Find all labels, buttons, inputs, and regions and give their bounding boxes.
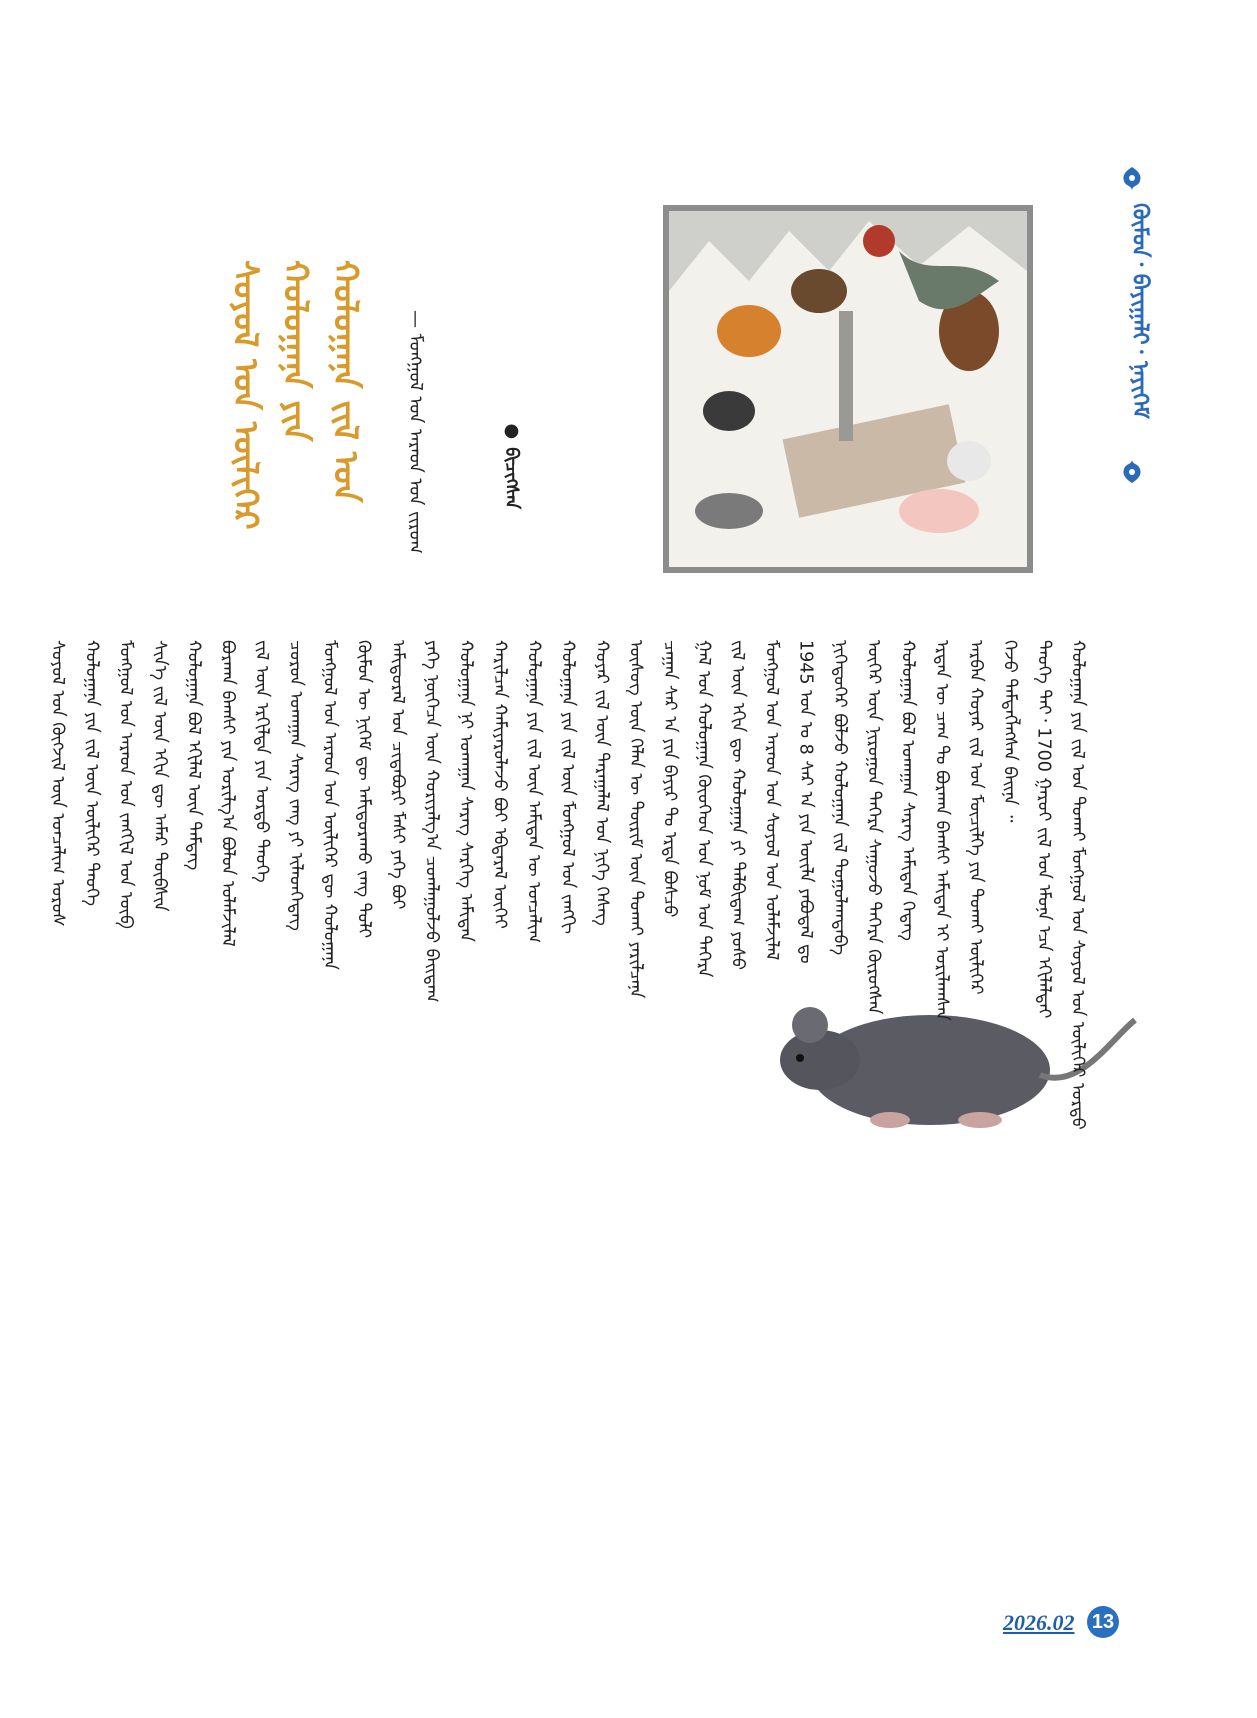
- article-title-line-3: ᠰᠣᠶᠤᠯ ᠤᠨ ᠦᠯᠢᠭᠡᠷ: [225, 260, 265, 530]
- text-column: ᠠᠮᠢᠳᠤᠷᠠᠯ ᠤᠨ ᠴᠢᠳᠠᠪᠤᠷᠢ ᠮᠠᠰᠢ ᠶᠡᠬᠡ ᠪᠤᠢ: [387, 640, 408, 910]
- issue-date: 2026.02: [1003, 1610, 1075, 1635]
- text-column: ᠲᠡᠦᠬᠡ ᠲᠠᠢ᠂ 1700 ᠭᠠᠷᠤᠢ ᠵᠢᠯ ᠤᠨ ᠡᠮᠦᠨᠡ ᠡᠴᠡ ᠡᠬᠢᠯᠡᠯᠲᠡᠢ: [1033, 640, 1054, 1019]
- text-column: ᠡᠷᠲᠡᠨ ᠦ ᠴᠠᠭ ᠲᠤ ᠪᠤᠷᠬᠠᠨ ᠪᠠᠭᠰᠢ ᠠᠮᠢᠲᠠᠨ ᠢ ᠤᠷᠢᠯᠠᠭᠰᠠᠨ: [931, 640, 952, 1021]
- text-column: ᠬᠤᠯᠤᠭᠠᠨᠠ ᠪᠣᠯ ᠤᠬᠠᠭᠠᠨ ᠰᠡᠷᠡᠭ ᠠᠮᠢᠲᠠᠨ ᠭᠡᠳᠡᠭ: [897, 640, 918, 941]
- text-column: ᠬᠦᠮᠦᠨ ᠦ ᠨᠢᠭᠡᠮ ᠳᠦ ᠠᠮᠢᠳᠤᠷᠠᠬᠤ ᠵᠠᠩ ᠲᠣᠯᠢ: [353, 640, 374, 939]
- text-column: ᠴᠠᠭᠠᠨ ᠰᠠᠷ ᠠ ᠶᠢᠨ ᠪᠠᠶᠢᠷ ᠲᠤ ᠡᠷᠲᠡ ᠪᠣᠰᠴᠤ: [659, 640, 680, 918]
- text-column: ᠬᠣᠶᠠᠷ ᠵᠢᠯ ᠦᠨ ᠳᠠᠷᠠᠭᠠᠯᠠᠯ ᠤᠨ ᠨᠢᠭᠡ ᠬᠡᠰᠡᠭ: [591, 640, 612, 926]
- text-column: ᠠᠷᠪᠠᠨ ᠬᠣᠶᠠᠷ ᠵᠢᠯ ᠤᠨ ᠮᠥᠴᠢᠯᠭᠡ ᠶᠢᠨ ᠲᠤᠬᠠᠢ ᠦᠯᠢᠭᠡᠷ: [965, 640, 986, 995]
- text-column: ᠬᠤᠯᠤᠭᠠᠨᠠ ᠶᠢᠨ ᠵᠢᠯ ᠦᠨ ᠠᠮᠢᠲᠠᠨ ᠦ ᠣᠨᠴᠠᠯᠢᠭ: [523, 640, 544, 943]
- text-column: ᠬᠤᠯᠤᠭᠠᠨᠠ ᠪᠣᠯ ᠡᠬᠢᠯᠡᠯ ᠦᠨ ᠲᠡᠮᠳᠡᠭ: [183, 640, 204, 871]
- text-column: ᠬᠠᠷᠢᠯᠴᠠᠨ ᠬᠠᠮᠢᠶᠠᠷᠤᠯᠠᠵᠤ ᠪᠤᠢ ᠡᠪᠳᠡᠷᠡᠯ ᠦᠭᠡᠢ: [489, 640, 510, 929]
- page-number: 13: [1087, 1606, 1119, 1638]
- ornament-top-icon: [1118, 165, 1146, 193]
- text-column: ᠦᠬᠡᠷ ᠦᠨ ᠨᠢᠷᠤᠭᠤᠨ ᠳᠡᠭᠡᠷᠡ ᠰᠠᠭᠤᠵᠤ ᠳᠡᠭᠡᠷᠡ ᠬᠦᠷᠦᠭᠰᠡᠨ: [863, 640, 884, 1015]
- text-column: ᠮᠣᠩᠭᠣᠯ ᠤᠨ ᠠᠷᠠᠳ ᠤᠨ ᠰᠣᠶᠤᠯ ᠤᠨ ᠤᠯᠠᠮᠵᠢᠯᠠᠯ: [761, 640, 782, 961]
- text-column: ᠴᠣᠷᠣᠨ ᠤᠬᠠᠭᠠᠨ ᠰᠡᠷᠡᠭ ᠵᠠᠩ ᠶᠢ ᠢᠯᠡᠳᠬᠡᠳᠡᠭ: [285, 640, 306, 931]
- text-column: ᠬᠤᠯᠤᠭᠠᠨᠠ ᠶᠢᠨ ᠵᠢᠯ ᠤᠨ ᠲᠤᠬᠠᠢ ᠮᠣᠩᠭᠣᠯ ᠤᠨ ᠰᠣᠶᠤᠯ ᠤᠨ ᠦᠯᠢᠭᠡᠷ ᠤᠷᠲᠤ: [1067, 640, 1088, 1130]
- text-column: ᠬᠤᠯᠤᠭᠠᠨᠠ ᠶᠢᠨ ᠵᠢᠯ ᠦᠨ ᠮᠣᠩᠭᠣᠯ ᠤᠨ ᠵᠠᠩᠬᠢ: [557, 640, 578, 934]
- text-column: ᠰᠢᠨ᠎ᠡ ᠵᠢᠯ ᠦᠨ ᠡᠬᠢᠨ ᠳᠦ ᠠᠮᠠᠷ ᠲᠥᠪᠰᠢᠨ: [149, 640, 170, 912]
- section-header: [1112, 165, 1152, 485]
- byline: ● ᠪᠢᠴᠢᠭᠰᠡᠨ: [501, 420, 522, 510]
- text-column: ᠮᠣᠩᠭᠣᠯ ᠤᠨ ᠠᠷᠠᠳ ᠤᠨ ᠵᠠᠩᠬᠢᠯ ᠤᠨ ᠥᠪ: [115, 640, 136, 929]
- text-column: ᠰᠣᠶᠤᠯ ᠤᠨ ᠬᠥᠭᠵᠢᠯ ᠦᠨ ᠣᠨᠴᠠᠯᠢᠭ ᠤᠷᠤᠰ: [47, 640, 68, 927]
- text-column: ᠬᠤᠯᠤᠭᠠᠨᠠ ᠨᠢ ᠤᠬᠠᠭᠠᠨ ᠰᠡᠷᠡᠭ ᠰᠡᠷᠭᠡᠭ ᠠᠮᠢᠲᠠᠨ: [455, 640, 476, 942]
- text-column: ᠭᠠᠯ ᠤᠨ ᠬᠤᠯᠤᠭᠠᠨᠠ ᠬᠦᠦᠬᠡᠳ ᠤᠨ ᠨᠣᠮ ᠤᠨ ᠳᠡᠭᠡᠷᠡ: [693, 640, 714, 978]
- text-column: ᠨᠢᠭᠡᠳᠦᠭᠡᠷ ᠪᠣᠯᠵᠤ ᠬᠤᠯᠤᠭᠠᠨᠠ ᠵᠢᠯ ᠲᠣᠭᠤᠯᠠᠭᠳᠠᠪᠠ: [829, 640, 850, 956]
- article-title-line-1: ᠬᠤᠯᠤᠭᠠᠨᠠ ᠵᠢᠯ ᠤᠨ: [325, 260, 365, 503]
- text-column: ᠶᠡᠬᠡ ᠨᠥᠭᠡᠴᠡ ᠦᠨ ᠬᠤᠷᠢᠶᠠᠯᠭ᠎ᠠ ᠴᠤᠭᠯᠠᠭᠤᠯᠵᠤ ᠪᠠᠢᠳᠠᠭ: [421, 640, 442, 1003]
- text-column: ᠮᠣᠩᠭᠣᠯ ᠤᠨ ᠠᠷᠠᠳ ᠤᠨ ᠦᠯᠢᠭᠡᠷ ᠳᠦ ᠬᠤᠯᠤᠭᠠᠨᠠ: [319, 640, 340, 970]
- text-column: 1945 ᠣᠨ ᠤ 8 ᠰᠠᠷ ᠠ ᠶᠢᠨ ᠦᠢᠯᠡ ᠶᠠᠪᠤᠳᠠᠯ ᠳᠤ: [795, 640, 816, 964]
- author-line: — ᠮᠣᠩᠭᠣᠯ ᠤᠨ ᠠᠷᠠᠳ ᠤᠨ ᠵᠢᠷᠤᠭ: [405, 310, 426, 554]
- text-column: ᠵᠢᠯ ᠦᠨ ᠡᠬᠢᠨ ᠳᠦ ᠬᠤᠯᠤᠭᠠᠨᠠ ᠶᠢ ᠲᠠᠯᠪᠢᠳᠠᠭ ᠶᠣᠰᠤ: [727, 640, 748, 970]
- zodiac-animals-illustration: [663, 205, 1033, 573]
- text-column: ᠭᠡᠵᠦ ᠲᠡᠮᠳᠡᠭᠯᠡᠭᠰᠡᠨ ᠪᠠᠢᠨᠠ ᠃: [999, 640, 1020, 823]
- text-column: ᠪᠣᠷᠬᠠᠨ ᠪᠠᠭᠰᠢ ᠶᠢᠨ ᠤᠷᠢᠯᠭ᠎ᠠ ᠪᠣᠯᠣᠨ ᠤᠯᠠᠮᠵᠢᠯᠠᠯ: [217, 640, 238, 947]
- section-title: ᠬᠦᠮᠦᠨ᠂ ᠪᠠᠶᠢᠭᠠᠯᠢ᠂ ᠨᠡᠶᠢᠭᠡᠮ: [1127, 203, 1152, 419]
- text-column: ᠵᠢᠯ ᠦᠨ ᠡᠷᠭᠢᠯᠲᠡ ᠶᠢᠨ ᠤᠷᠲᠤ ᠲᠡᠦᠬᠡ: [251, 640, 272, 883]
- ornament-bottom-icon: [1118, 457, 1146, 485]
- text-column: ᠦᠰᠦᠭ ᠦᠨ ᠬᠡᠯᠡᠨ ᠦ ᠳᠦᠷᠢᠮ ᠦᠨ ᠲᠤᠬᠠᠢ ᠶᠠᠷᠢᠯᠴᠠᠨᠠ: [625, 640, 646, 999]
- article-title-line-2: ᠬᠤᠯᠤᠭᠠᠨᠠ ᠶᠢᠨ: [275, 260, 315, 442]
- text-column: ᠬᠤᠯᠤᠭᠠᠨᠠ ᠶᠢᠨ ᠵᠢᠯ ᠦᠨ ᠦᠯᠢᠭᠡᠷ ᠲᠡᠦᠬᠡ: [81, 640, 102, 907]
